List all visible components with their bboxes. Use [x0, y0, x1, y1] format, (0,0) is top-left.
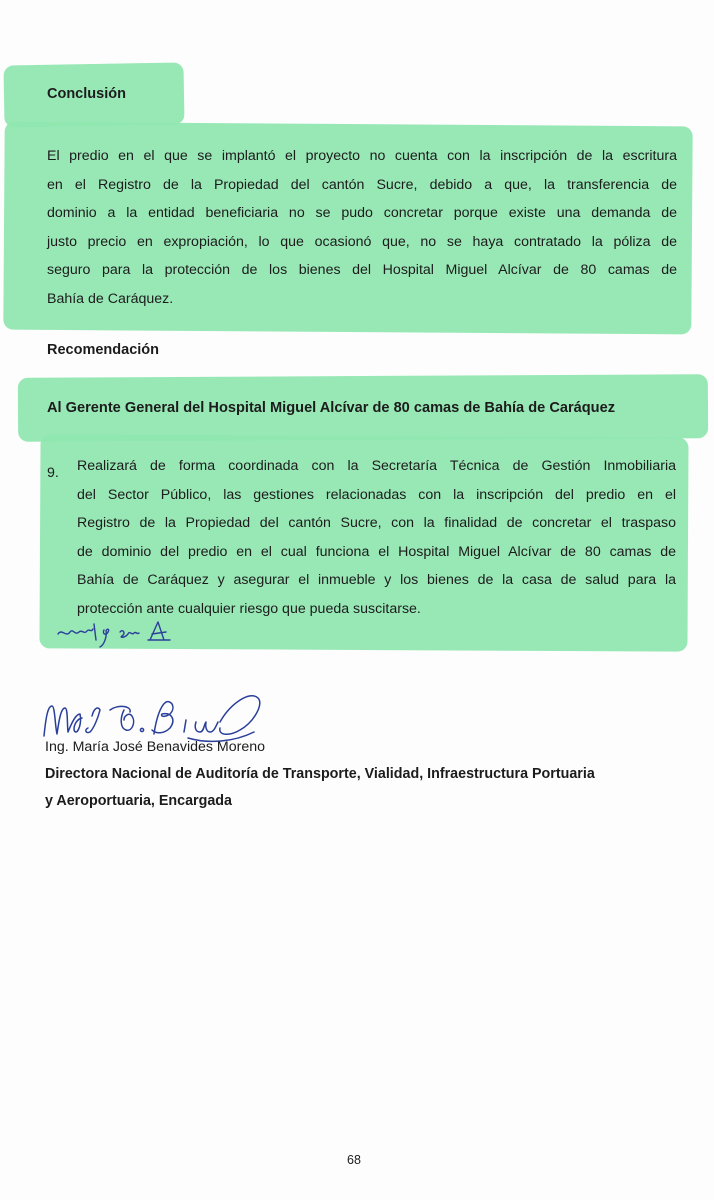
signatory-name: Ing. María José Benavides Moreno [45, 739, 266, 755]
recommendation-item-text [77, 452, 676, 624]
conclusion-line: justo precio en expropiación, lo que ocasionó que, no se haya contratado la póliza de [47, 233, 677, 250]
conclusion-paragraph [47, 142, 677, 313]
handwritten-annotation [54, 616, 184, 652]
conclusion-line: El predio en el que se implantó el proyecto no cuenta con la inscripción de la escritura [47, 148, 677, 164]
page-number: 68 [347, 1153, 361, 1167]
item-line: protección ante cualquier riesgo que pueda suscitarse. [77, 600, 421, 617]
recommendation-item-number: 9. [47, 465, 59, 481]
conclusion-line: en el Registro de la Propiedad del cantón Sucre, debido a que, la transferencia de [47, 176, 677, 193]
conclusion-line: dominio a la entidad beneficiaria no se pudo concretar porque existe una demanda de [47, 205, 677, 221]
item-line: Bahía de Caráquez y asegurar el inmueble y los bienes de la casa de salud para la [77, 572, 676, 589]
item-line: Realizará de forma coordinada con la Secretaría Técnica de Gestión Inmobiliaria [77, 458, 676, 474]
conclusion-line: Bahía de Caráquez. [47, 290, 174, 307]
item-line: del Sector Público, las gestiones relacionadas con la inscripción del predio en el [77, 486, 676, 503]
recommendation-heading: Recomendación [47, 342, 159, 358]
item-line: Registro de la Propiedad del cantón Sucre, con la finalidad de concretar el traspaso [77, 515, 676, 532]
conclusion-line: seguro para la protección de los bienes del Hospital Miguel Alcívar de 80 camas de [47, 262, 677, 278]
conclusion-heading: Conclusión [47, 86, 126, 102]
signatory-title [45, 761, 685, 815]
signatory-title-line: Directora Nacional de Auditoría de Transporte, Vialidad, Infraestructura Portuaria [45, 766, 595, 782]
signatory-title-line: y Aeroportuaria, Encargada [45, 793, 232, 809]
recommendation-addressee: Al Gerente General del Hospital Miguel Alcívar de 80 camas de Bahía de Caráquez [47, 400, 616, 416]
item-line: de dominio del predio en el cual funciona el Hospital Miguel Alcívar de 80 camas de [77, 543, 676, 560]
